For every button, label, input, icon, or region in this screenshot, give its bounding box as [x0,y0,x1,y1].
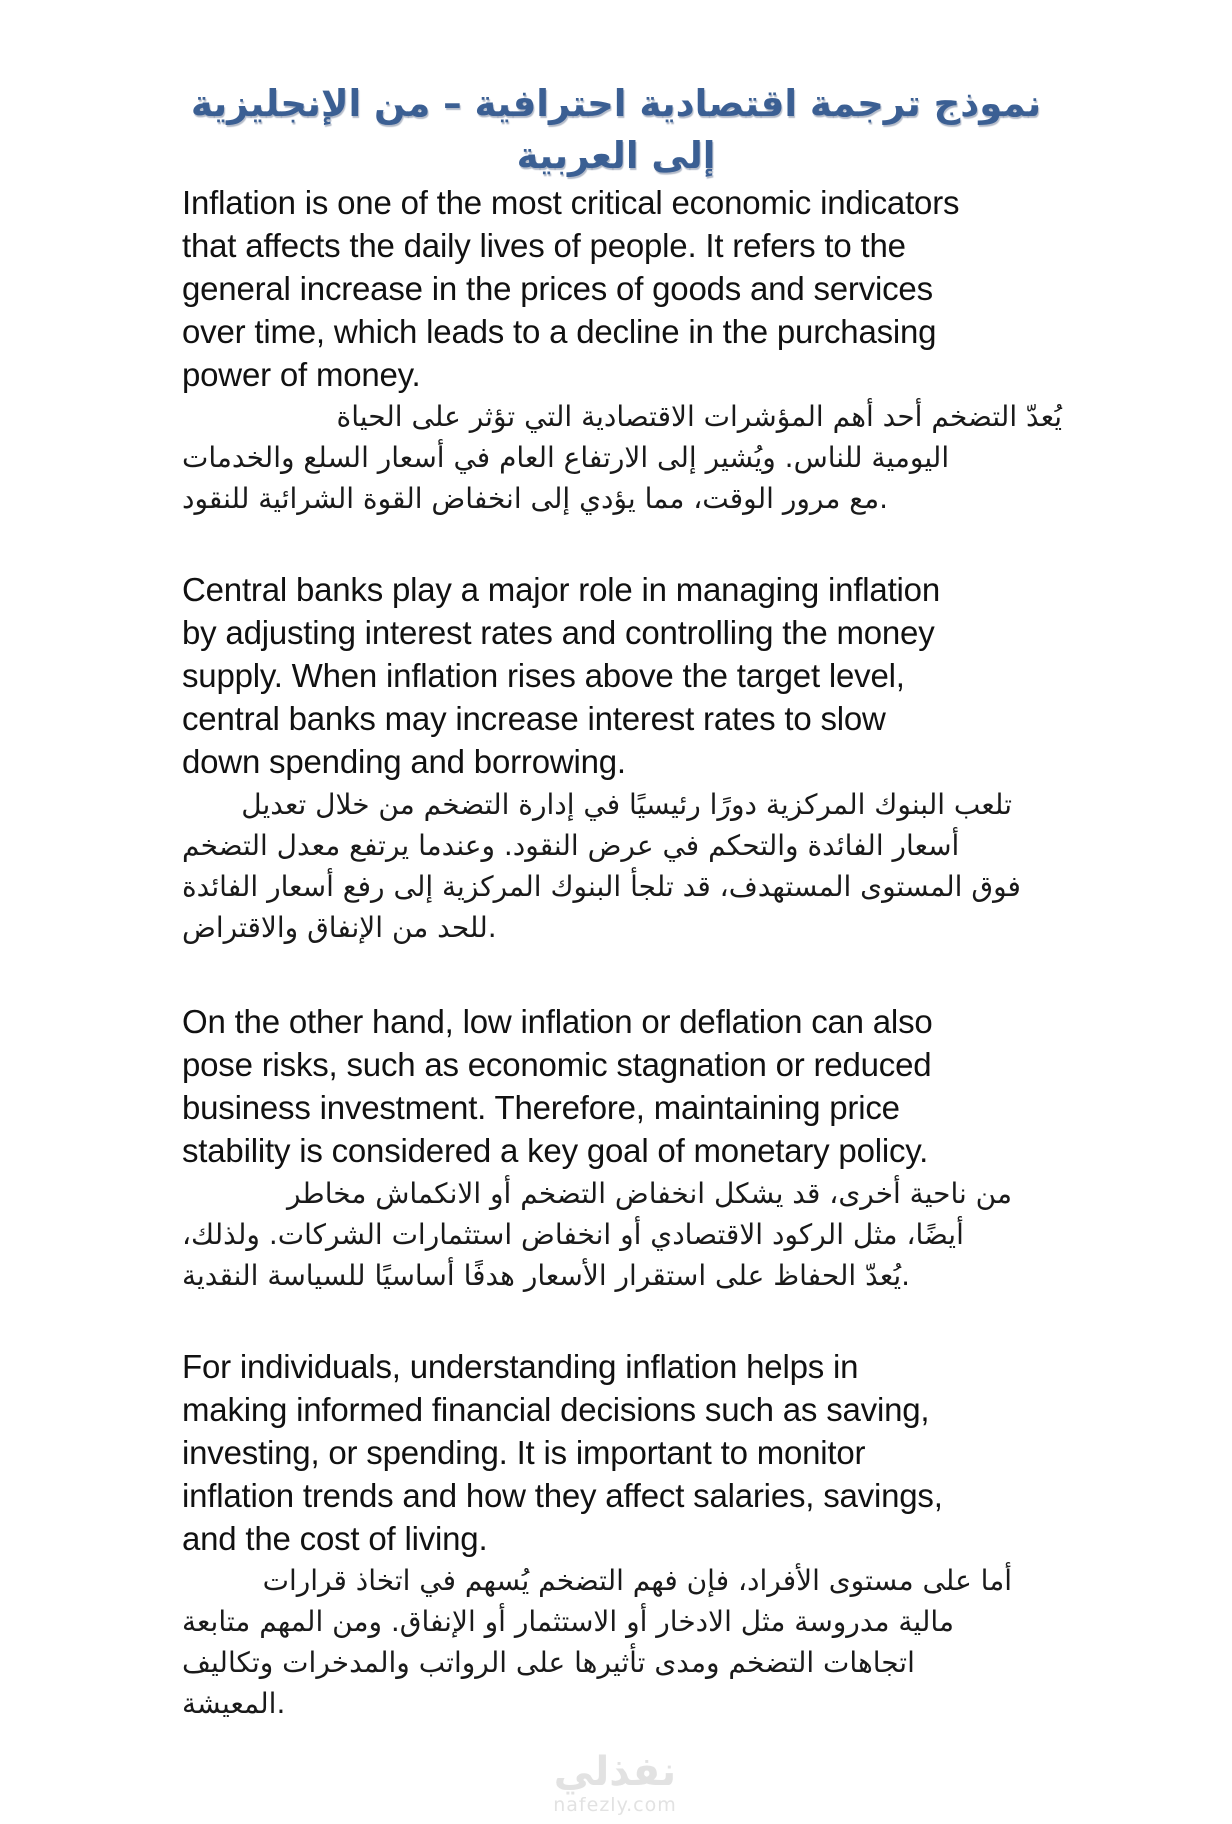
text-line: business investment. Therefore, maintaining price [182,1089,900,1126]
text-line: supply. When inflation rises above the target level, [182,657,905,694]
paragraph-4-arabic [182,1560,1062,1724]
text-line: down spending and borrowing. [182,743,626,780]
text-line: .للحد من الإنفاق والاقتراض [182,911,497,944]
watermark-logo-arabic: نفذلي [553,1749,677,1795]
paragraph-1-arabic [182,396,1062,519]
watermark-url: nafezly.com [553,1794,677,1816]
text-line: power of money. [182,356,421,393]
title-line-1: نموذج ترجمة اقتصادية احترافية – من الإنجليزية [190,82,1042,125]
text-line: فوق المستوى المستهدف، قد تلجأ البنوك المركزية إلى رفع أسعار الفائدة [182,870,1021,903]
text-line: .مع مرور الوقت، مما يؤدي إلى انخفاض القوة الشرائية للنقود [182,482,889,515]
text-line: pose risks, such as economic stagnation or reduced [182,1046,932,1083]
text-line: Inflation is one of the most critical economic indicators [182,184,960,221]
text-line: On the other hand, low inflation or deflation can also [182,1003,933,1040]
title-line-2: إلى العربية [516,134,716,177]
text-line: and the cost of living. [182,1520,488,1557]
text-line: making informed financial decisions such as saving, [182,1391,930,1428]
text-line: أسعار الفائدة والتحكم في عرض النقود. وعندما يرتفع معدل التضخم [182,829,960,862]
text-line: من ناحية أخرى، قد يشكل انخفاض التضخم أو الانكماش مخاطر [286,1177,1012,1210]
text-line: over time, which leads to a decline in the purchasing [182,313,937,350]
text-line: central banks may increase interest rates to slow [182,700,886,737]
text-line: Central banks play a major role in managing inflation [182,571,940,608]
paragraph-2-arabic [182,784,1062,948]
paragraph-3-english [182,1000,1082,1172]
text-line: stability is considered a key goal of monetary policy. [182,1132,929,1169]
text-line: مالية مدروسة مثل الادخار أو الاستثمار أو الإنفاق. ومن المهم متابعة [182,1605,954,1638]
text-line: اتجاهات التضخم ومدى تأثيرها على الرواتب والمدخرات وتكاليف [182,1646,915,1679]
paragraph-3-arabic [182,1173,1062,1296]
text-line: .يُعدّ الحفاظ على استقرار الأسعار هدفًا أساسيًا للسياسة النقدية [182,1259,911,1292]
text-line: general increase in the prices of goods and services [182,270,933,307]
watermark [540,1750,690,1816]
text-line: inflation trends and how they affect salaries, savings, [182,1477,943,1514]
text-line: that affects the daily lives of people. It refers to the [182,227,906,264]
text-line: يُعدّ التضخم أحد أهم المؤشرات الاقتصادية التي تؤثر على الحياة [336,400,1062,433]
text-line: by adjusting interest rates and controlling the money [182,614,935,651]
paragraph-4-english [182,1345,1082,1560]
text-line: اليومية للناس. ويُشير إلى الارتفاع العام في أسعار السلع والخدمات [182,441,950,474]
text-line: For individuals, understanding inflation helps in [182,1348,859,1385]
text-line: investing, or spending. It is important to monitor [182,1434,866,1471]
paragraph-2-english [182,568,1082,783]
text-line: أما على مستوى الأفراد، فإن فهم التضخم يُسهم في اتخاذ قرارات [262,1564,1012,1597]
paragraph-1-english [182,181,1082,396]
text-line: تلعب البنوك المركزية دورًا رئيسيًا في إدارة التضخم من خلال تعديل [241,788,1012,821]
text-line: أيضًا، مثل الركود الاقتصادي أو انخفاض استثمارات الشركات. ولذلك، [182,1218,964,1251]
text-line: .المعيشة [182,1687,286,1720]
document-title [150,78,1082,182]
